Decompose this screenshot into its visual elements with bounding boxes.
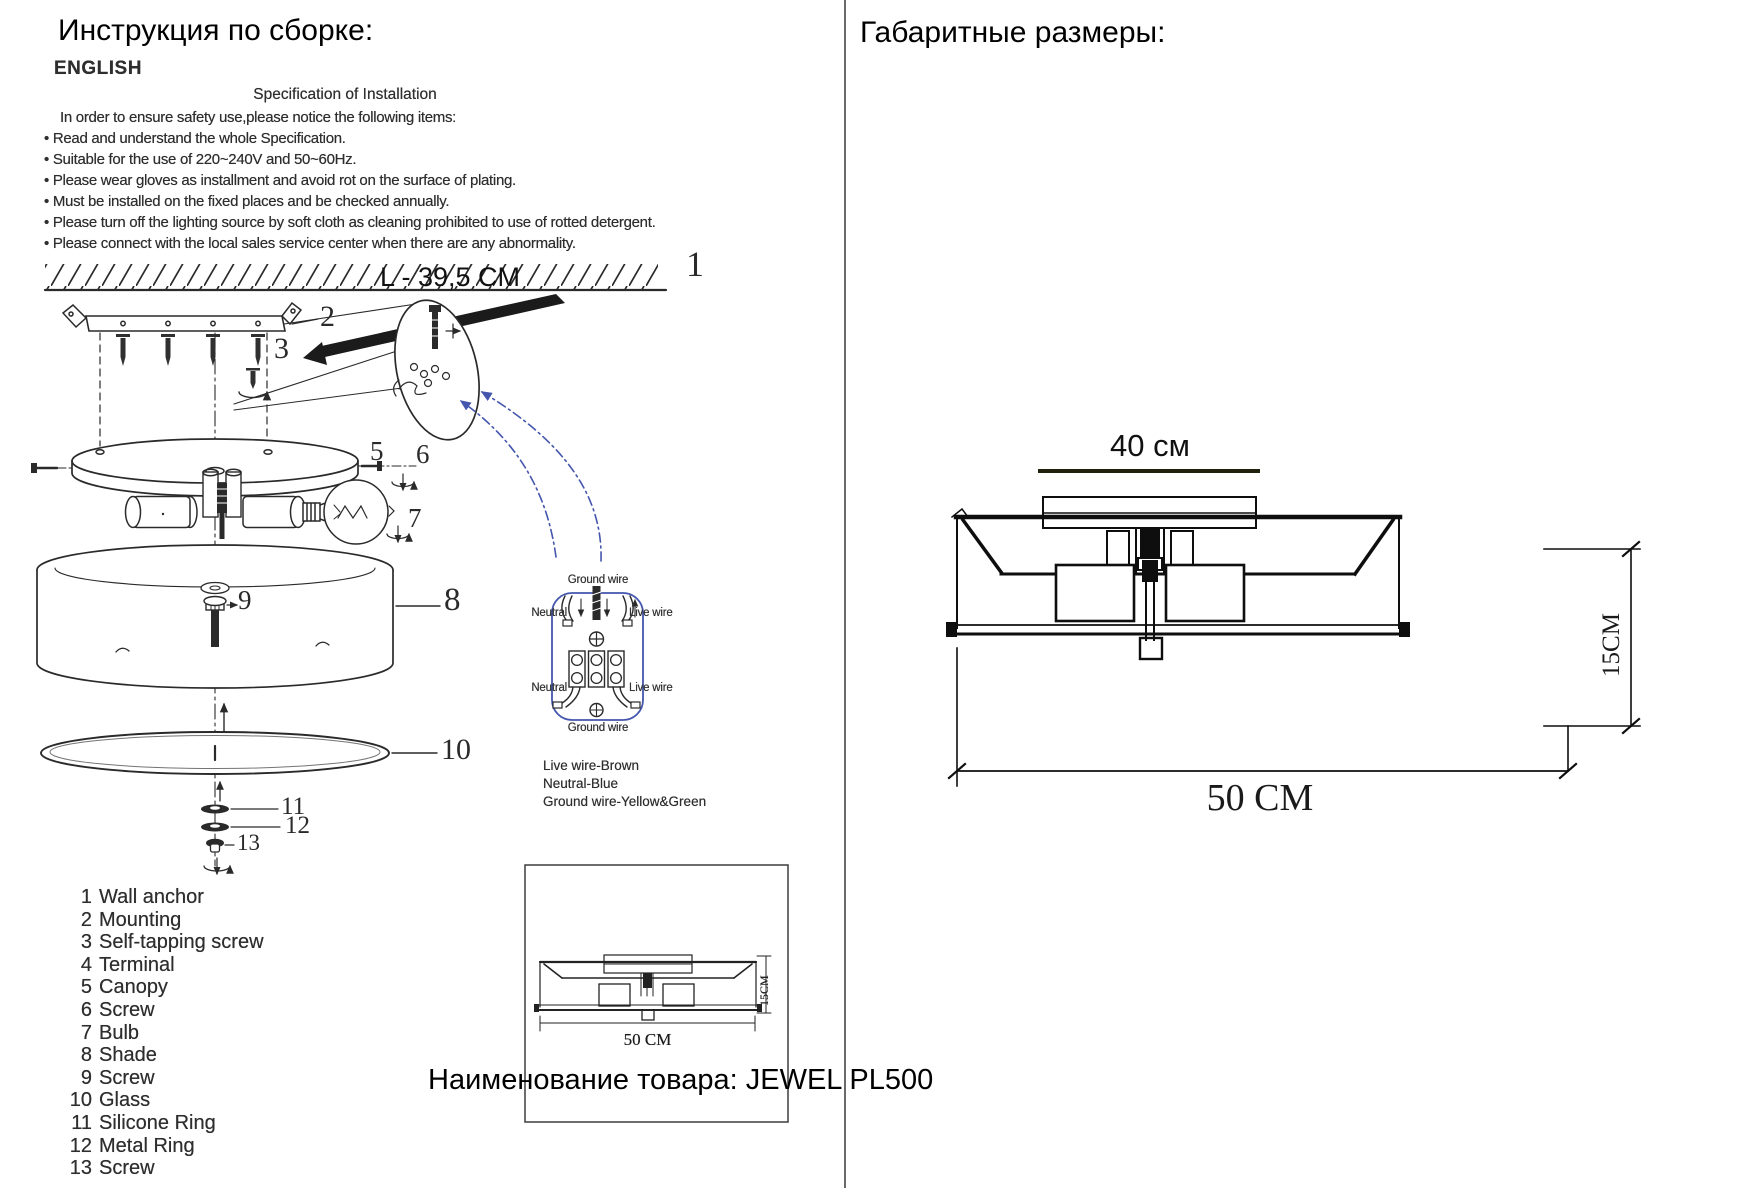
- dim-overall-width-label: 50 CM: [1206, 777, 1314, 819]
- part-number: 11: [71, 1111, 92, 1134]
- wiring-label-live-top: Live wire: [629, 607, 673, 619]
- part-number: 13: [69, 1157, 92, 1180]
- mounting-bar: [63, 303, 318, 331]
- part-number: 7: [80, 1021, 92, 1044]
- page-title-right: Габаритные размеры:: [860, 16, 1166, 49]
- inset-width-label: 50 CM: [623, 1030, 672, 1049]
- part-number: 3: [80, 931, 92, 954]
- part-row: [64, 954, 264, 977]
- part-row: [64, 999, 264, 1022]
- language-heading: ENGLISH: [54, 58, 142, 79]
- spec-intro: In order to ensure safety use,please notice the following items:: [60, 109, 457, 126]
- wiring-guide-arrows: [461, 392, 601, 561]
- screw-turn-icon: [239, 368, 267, 398]
- part-name: Mounting: [99, 908, 182, 931]
- spec-bullet: • Suitable for the use of 220~240V and 50~60Hz.: [44, 149, 655, 170]
- shade: [37, 545, 440, 688]
- dim-height-label: 15CM: [1598, 613, 1625, 677]
- part-number: 2: [80, 908, 92, 931]
- product-name: Наименование товара: JEWEL PL500: [428, 1064, 934, 1096]
- spec-title: Specification of Installation: [253, 86, 437, 103]
- wiring-label-ground-top: Ground wire: [567, 574, 629, 586]
- part-number: 5: [80, 976, 92, 999]
- part-row: [64, 1022, 264, 1045]
- callout-11: 11: [281, 793, 306, 820]
- spec-bullet: • Please connect with the local sales service center when there are any abnormality.: [44, 233, 655, 254]
- part-row: [64, 1135, 264, 1158]
- glass-diffuser: [41, 732, 437, 774]
- wall-anchors: [116, 334, 265, 366]
- spec-bullet: • Must be installed on the fixed places and be checked annually.: [44, 191, 655, 212]
- part-name: Silicone Ring: [99, 1111, 216, 1134]
- inset-height-label: 15CM: [757, 975, 771, 1006]
- part-row: [64, 886, 264, 909]
- legend-ground: Ground wire-Yellow&Green: [543, 794, 707, 809]
- wire-color-legend: [543, 757, 706, 811]
- part-row: [64, 1157, 264, 1180]
- callout-9: 9: [238, 585, 252, 615]
- callout-8: 8: [444, 582, 461, 618]
- part-row: [64, 909, 264, 932]
- callout-6: 6: [416, 439, 430, 469]
- part-row: [64, 1112, 264, 1135]
- callout-2: 2: [320, 300, 335, 333]
- part-row: [64, 1089, 264, 1112]
- part-row: [64, 1044, 264, 1067]
- width-dimension: [949, 648, 1576, 786]
- wiring-label-ground-bottom: Ground wire: [567, 722, 629, 734]
- part-name: Canopy: [99, 976, 168, 999]
- wiring-label-neutral-top: Neutral: [531, 607, 567, 619]
- callout-12: 12: [285, 812, 310, 839]
- wiring-label-neutral-bottom: Neutral: [531, 682, 567, 694]
- length-label: L - 39,5 CM: [380, 262, 521, 292]
- part-number: 12: [69, 1134, 92, 1157]
- spec-bullet-list: [44, 128, 655, 254]
- part-name: Screw: [99, 1066, 155, 1089]
- dim-top-width-label: 40 см: [1110, 428, 1190, 463]
- part-row: [64, 1067, 264, 1090]
- part-name: Self-tapping screw: [99, 931, 264, 954]
- page-title-left: Инструкция по сборке:: [58, 14, 374, 47]
- part-name: Terminal: [99, 953, 175, 976]
- part-number: 10: [69, 1089, 92, 1112]
- legend-live: Live wire-Brown: [543, 758, 640, 773]
- part-name: Glass: [99, 1089, 151, 1112]
- callout-10: 10: [441, 733, 471, 766]
- part-name: Metal Ring: [99, 1134, 195, 1157]
- part-name: Shade: [99, 1044, 157, 1067]
- part-number: 4: [80, 953, 92, 976]
- part-name: Screw: [99, 1157, 155, 1180]
- part-name: Wall anchor: [99, 886, 204, 908]
- part-number: 1: [80, 886, 92, 908]
- callout-3: 3: [274, 332, 289, 365]
- part-row: [64, 931, 264, 954]
- part-number: 6: [80, 998, 92, 1021]
- legend-neutral: Neutral-Blue: [543, 776, 619, 791]
- ceiling-hatch: [45, 264, 666, 290]
- spec-bullet: • Please turn off the lighting source by soft cloth as cleaning prohibited to use of rotted detergent.: [44, 212, 655, 233]
- callout-13: 13: [237, 830, 260, 855]
- callout-1: 1: [686, 244, 704, 284]
- callout-7: 7: [408, 503, 422, 533]
- spec-bullet: • Please wear gloves as installment and avoid rot on the surface of plating.: [44, 170, 655, 191]
- part-name: Screw: [99, 998, 155, 1021]
- part-row: [64, 976, 264, 999]
- part-name: Bulb: [99, 1021, 140, 1044]
- part-number: 8: [80, 1044, 92, 1067]
- parts-list: [64, 886, 264, 1180]
- spec-bullet: • Read and understand the whole Specification.: [44, 128, 655, 149]
- callout-5: 5: [370, 436, 384, 466]
- wiring-label-live-bottom: Live wire: [629, 682, 673, 694]
- part-number: 9: [80, 1066, 92, 1089]
- dimension-drawing: [946, 471, 1640, 786]
